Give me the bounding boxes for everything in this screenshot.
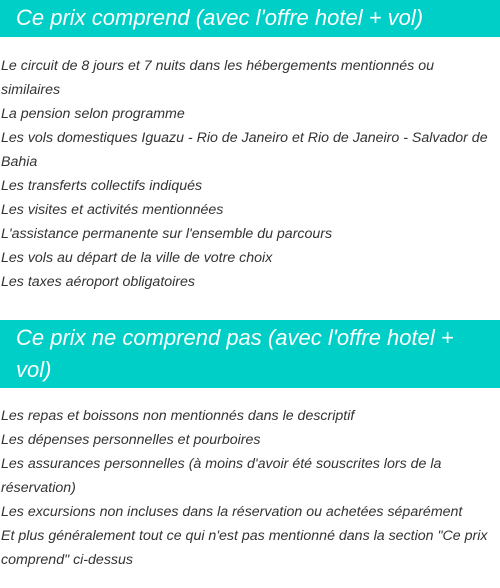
list-item: Le circuit de 8 jours et 7 nuits dans les hébergements mentionnés ou similaires xyxy=(1,58,434,98)
list-item: Les transferts collectifs indiqués xyxy=(1,178,203,194)
included-list xyxy=(0,54,500,294)
list-item: Les dépenses personnelles et pourboires xyxy=(1,432,261,448)
list-item: L'assistance permanente sur l'ensemble du parcours xyxy=(1,226,333,242)
included-section-title: Ce prix comprend (avec l'offre hotel + vol) xyxy=(0,0,500,37)
list-item: Les excursions non incluses dans la réservation ou achetées séparément xyxy=(1,504,463,520)
list-item: Les assurances personnelles (à moins d'avoir été souscrites lors de la réservation) xyxy=(1,456,442,496)
list-item: La pension selon programme xyxy=(1,106,185,122)
excluded-section-title: Ce prix ne comprend pas (avec l'offre hotel + vol) xyxy=(0,320,500,388)
list-item: Les visites et activités mentionnées xyxy=(1,202,224,218)
list-item: Et plus généralement tout ce qui n'est pas mentionné dans la section "Ce prix comprend" ci-dessus xyxy=(1,528,488,568)
list-item: Les taxes aéroport obligatoires xyxy=(1,274,196,290)
excluded-list xyxy=(0,404,500,572)
list-item: Les vols au départ de la ville de votre choix xyxy=(1,250,273,266)
list-item: Les repas et boissons non mentionnés dans le descriptif xyxy=(1,408,355,424)
list-item: Les vols domestiques Iguazu - Rio de Janeiro et Rio de Janeiro - Salvador de Bahia xyxy=(1,130,488,170)
